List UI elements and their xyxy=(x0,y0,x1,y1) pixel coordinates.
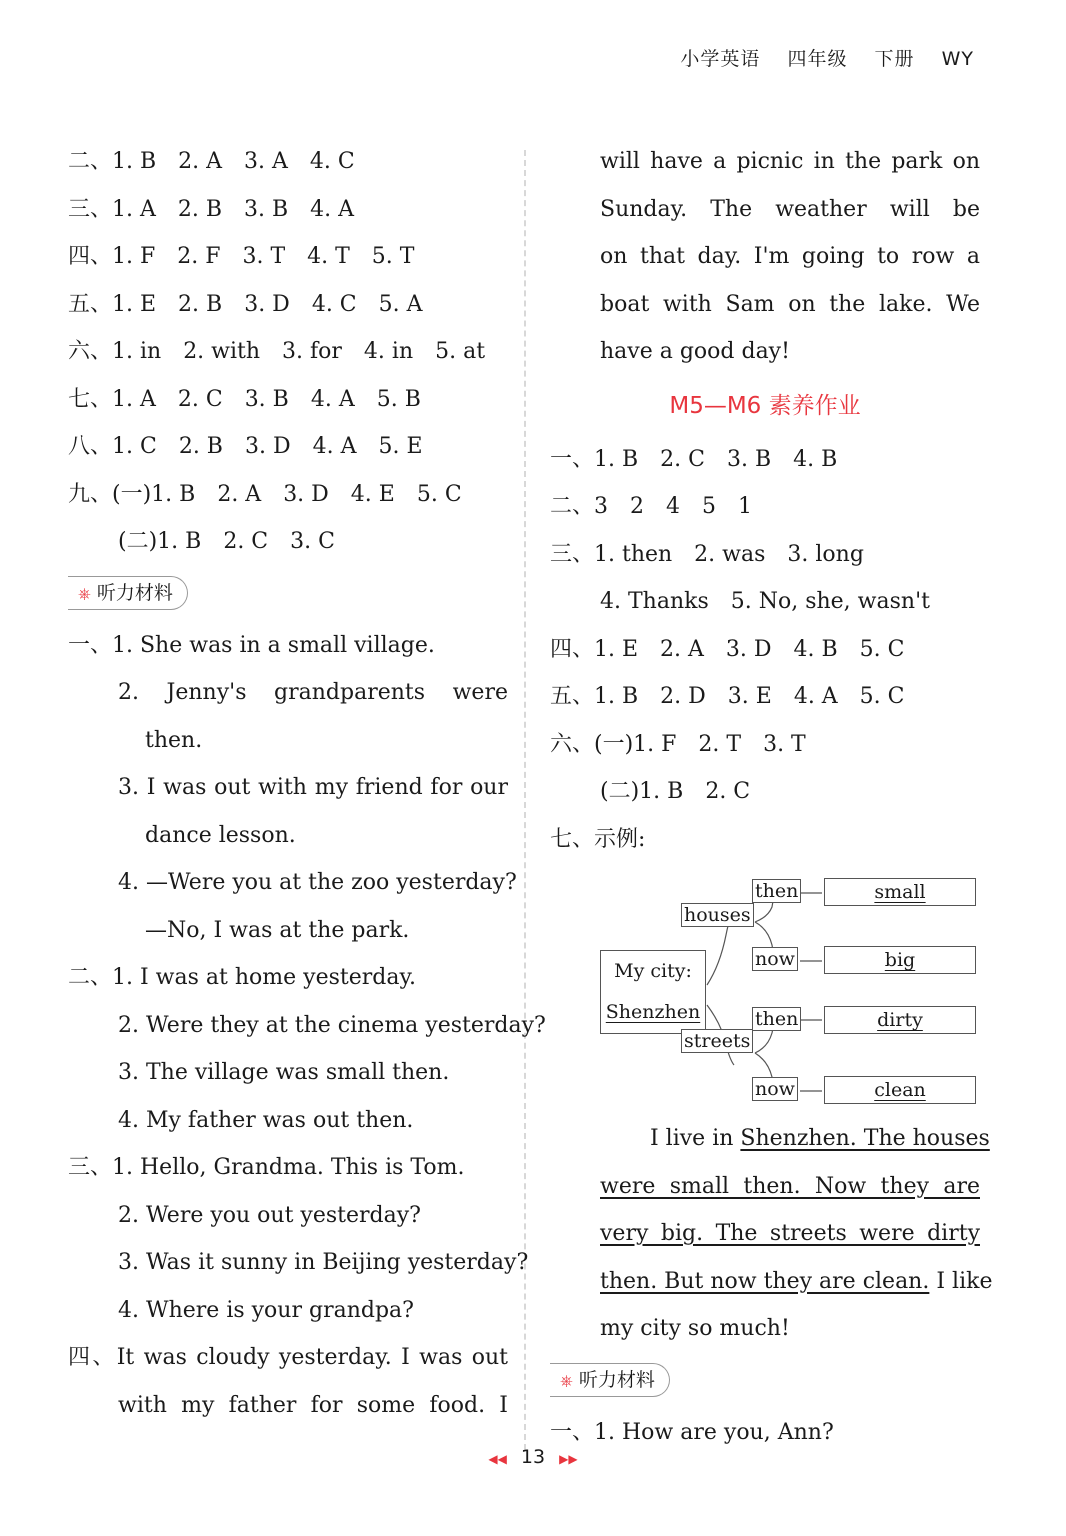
answer-line: 四、1. F 2. F 3. T 4. T 5. T xyxy=(68,244,415,269)
answer-line: 3. The village was small then. xyxy=(118,1060,450,1085)
answer-line: 七、1. A 2. C 3. B 4. A 5. B xyxy=(68,386,421,412)
essay-1b: Shenzhen. The houses xyxy=(740,1126,990,1151)
answer-line: will have a picnic in the park on xyxy=(600,149,980,174)
answer-line: 2. Jenny's grandparents were xyxy=(118,680,508,705)
prev-arrow-icon: ◀◀ xyxy=(488,1452,507,1466)
answer-line: 4. My father was out then. xyxy=(118,1107,414,1133)
answer-line: 六、1. in 2. with 3. for 4. in 5. at xyxy=(68,339,486,364)
answer-line: 二、1. I was at home yesterday. xyxy=(68,965,416,990)
essay-line-3: very big. The streets were dirty xyxy=(600,1221,980,1246)
page-footer xyxy=(0,1446,1066,1468)
city-name: Shenzhen xyxy=(605,1001,701,1023)
mind-map-now-2: now xyxy=(752,1077,798,1101)
mind-map-city xyxy=(600,950,706,1034)
answer-line: 四、1. E 2. A 3. D 4. B 5. C xyxy=(550,636,905,662)
essay-4b: I like xyxy=(929,1268,993,1294)
answer-line: 六、(一)1. F 2. T 3. T xyxy=(550,731,806,757)
next-arrow-icon: ▶▶ xyxy=(559,1452,578,1466)
mind-map-big xyxy=(824,946,976,974)
mind-map-streets: streets xyxy=(681,1029,753,1053)
left-column xyxy=(68,138,546,1429)
answer-line: 4. Where is your grandpa? xyxy=(118,1297,414,1323)
mind-map-small xyxy=(824,878,976,906)
listening-text: 听力材料 xyxy=(96,581,173,604)
header-subject: 小学英语 xyxy=(680,48,761,70)
answer-line: 二、1. B 2. A 3. A 4. C xyxy=(68,149,355,174)
essay-line-5: my city so much! xyxy=(600,1316,790,1341)
right-mid-answers xyxy=(550,436,980,864)
answer-line: 4. Thanks 5. No, she, wasn't xyxy=(600,589,930,614)
right-column xyxy=(550,138,993,1456)
answer-line: 四、It was cloudy yesterday. I was out xyxy=(68,1345,508,1370)
essay-line-2: were small then. Now they are xyxy=(600,1173,980,1199)
answer-line: 八、1. C 2. B 3. D 4. A 5. E xyxy=(68,434,423,459)
answer-line: boat with Sam on the lake. We xyxy=(600,291,980,317)
city-label: My city: xyxy=(614,960,692,982)
answer-line: 2. Were they at the cinema yesterday? xyxy=(118,1012,546,1038)
answer-line: 三、1. Hello, Grandma. This is Tom. xyxy=(68,1155,465,1180)
answer-line: on that day. I'm going to row a xyxy=(600,244,980,269)
mind-map-then-1: then xyxy=(752,879,801,903)
answer-line: 三、1. then 2. was 3. long xyxy=(550,541,864,567)
answer-line: with my father for some food. I xyxy=(118,1392,508,1418)
answer-line: 九、(一)1. B 2. A 3. D 4. E 5. C xyxy=(68,481,462,507)
answer-line: 一、1. B 2. C 3. B 4. B xyxy=(550,446,838,472)
answer-line: then. xyxy=(145,727,203,753)
answer-line: 2. Were you out yesterday? xyxy=(118,1202,421,1228)
essay-line-1 xyxy=(550,1115,990,1163)
answer-line: 一、1. She was in a small village. xyxy=(68,632,435,658)
header-edition: WY xyxy=(941,48,974,70)
mind-map xyxy=(550,865,980,1115)
listening-label-2 xyxy=(550,1363,670,1397)
header-term: 下册 xyxy=(874,48,915,70)
page-number: 13 xyxy=(520,1446,546,1468)
page-header xyxy=(660,44,974,71)
mind-map-dirty xyxy=(824,1006,976,1034)
answer-line: have a good day! xyxy=(600,339,790,364)
right-bottom-line: 一、1. How are you, Ann? xyxy=(550,1419,834,1445)
essay xyxy=(550,1115,993,1353)
answer-line: 4. —Were you at the zoo yesterday? xyxy=(118,870,517,895)
essay-line-4 xyxy=(550,1258,993,1306)
essay-1a: I live in xyxy=(650,1126,741,1151)
listening-header-2 xyxy=(550,1353,980,1409)
answer-line: 五、1. B 2. D 3. E 4. A 5. C xyxy=(550,684,905,709)
listening-text-2: 听力材料 xyxy=(578,1368,655,1391)
right-top-answers xyxy=(550,138,980,376)
answer-line: dance lesson. xyxy=(145,822,296,848)
big-text: big xyxy=(884,949,916,971)
section-title: M5—M6 素养作业 xyxy=(669,392,861,419)
listening-label xyxy=(68,576,188,610)
answer-line: 3. Was it sunny in Beijing yesterday? xyxy=(118,1250,529,1275)
answer-line: 五、1. E 2. B 3. D 4. C 5. A xyxy=(68,291,423,317)
answer-line: 七、示例: xyxy=(550,826,646,852)
mind-map-houses: houses xyxy=(681,903,754,927)
headphone-icon: ⎈ xyxy=(78,583,91,603)
small-text: small xyxy=(874,881,926,903)
answer-line: Sunday. The weather will be xyxy=(600,196,980,222)
answer-line: —No, I was at the park. xyxy=(145,917,410,943)
answer-line: 三、1. A 2. B 3. B 4. A xyxy=(68,196,355,222)
header-grade: 四年级 xyxy=(787,48,848,70)
headphone-icon: ⎈ xyxy=(560,1370,573,1390)
mind-map-now-1: now xyxy=(752,947,798,971)
essay-4a: then. But now they are clean. xyxy=(600,1268,930,1294)
answer-line: 二、3 2 4 5 1 xyxy=(550,494,752,519)
clean-text: clean xyxy=(874,1079,926,1101)
listening-header xyxy=(68,566,508,622)
mind-map-then-2: then xyxy=(752,1007,801,1031)
answer-line: 3. I was out with my friend for our xyxy=(118,775,508,800)
mind-map-clean xyxy=(824,1076,976,1104)
dirty-text: dirty xyxy=(877,1009,923,1031)
answer-line: (二)1. B 2. C xyxy=(600,779,751,804)
answer-line: (二)1. B 2. C 3. C xyxy=(118,529,335,554)
